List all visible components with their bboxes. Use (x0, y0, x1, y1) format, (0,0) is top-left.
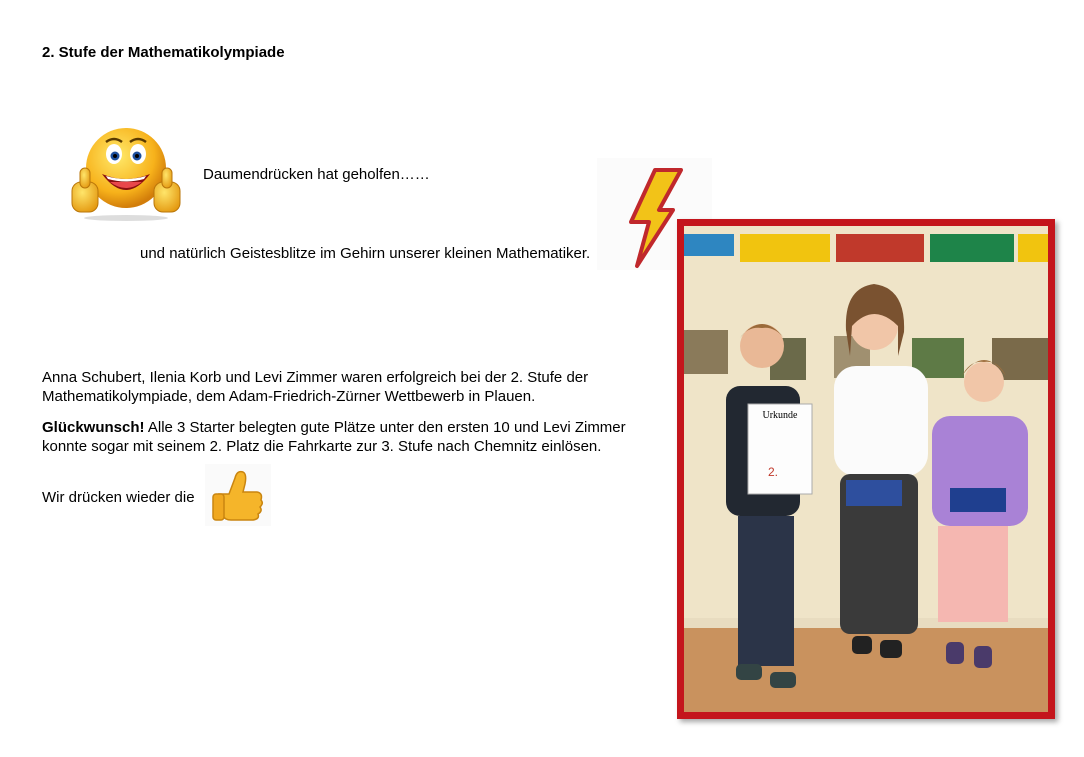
intro-line-2: und natürlich Geistesblitze im Gehirn unserer kleinen Mathematiker. (140, 245, 591, 262)
group-photo (677, 219, 1055, 719)
paragraph-results: Anna Schubert, Ilenia Korb und Levi Zimmer waren erfolgreich bei der 2. Stufe der Mathematikolympiade, dem Adam-Friedrich-Zürner Wettbewerb in Plauen. (42, 369, 589, 405)
page-title: 2. Stufe der Mathematikolympiade (42, 44, 285, 61)
thumbs-up-icon (205, 464, 271, 526)
children-photo-illustration (684, 226, 1048, 712)
smiley-thumbs-up-icon (66, 124, 184, 222)
certificate-place: 2. (768, 465, 779, 479)
intro-line-1: Daumendrücken hat geholfen…… (203, 166, 430, 183)
paragraph-closing: Wir drücken wieder die (42, 489, 195, 506)
certificate-heading: Urkunde (762, 410, 798, 421)
congrats-text: Alle 3 Starter belegten gute Plätze unter den ersten 10 und Levi Zimmer konnte sogar mit seinem 2. Platz die Fahrkarte zur 3. Stufe nach Chemnitz einlösen. (42, 419, 626, 455)
congrats-bold: Glückwunsch! (42, 419, 145, 436)
paragraph-congrats (42, 418, 642, 456)
